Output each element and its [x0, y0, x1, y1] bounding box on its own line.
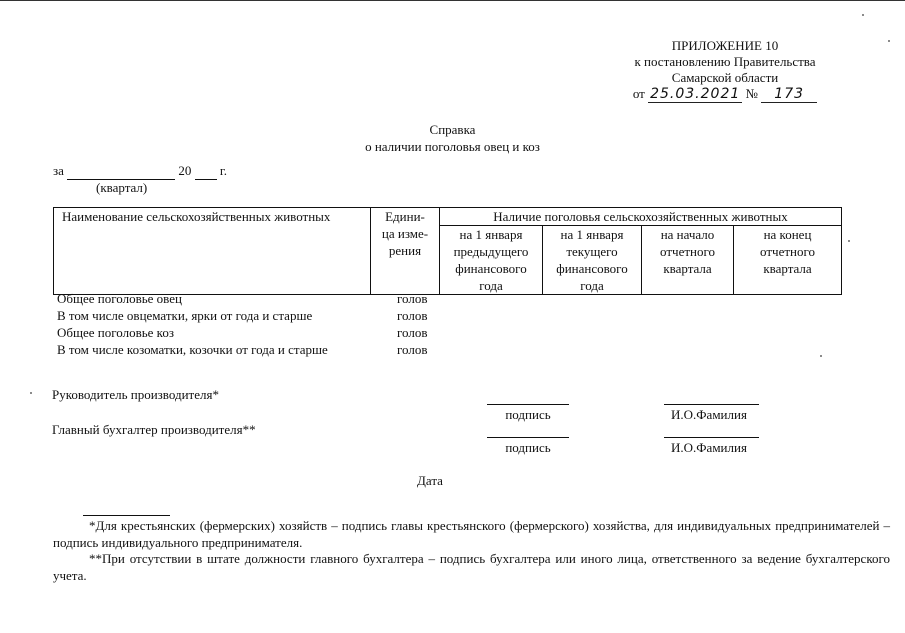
header-unit: Едини- ца изме- рения: [371, 208, 440, 295]
quarter-blank: [67, 163, 175, 180]
header-quarter-end: на конец отчетного квартала: [734, 226, 842, 295]
period-suffix: г.: [219, 163, 228, 178]
row-unit: голов: [397, 342, 428, 357]
row-unit: голов: [397, 291, 428, 306]
appendix-line-2: Самарской области: [671, 70, 779, 85]
header-prev-year: на 1 января предыдущего финансового года: [440, 226, 543, 295]
row-name: Общее поголовье коз: [57, 325, 174, 340]
table-row: [57, 290, 477, 307]
row-unit: голов: [397, 325, 428, 340]
table-row: [57, 307, 477, 324]
accountant-label: Главный бухгалтер производителя**: [52, 422, 256, 437]
date-label: Дата: [417, 473, 443, 488]
document-title: Справка: [429, 122, 476, 137]
number-prefix: №: [745, 86, 758, 101]
livestock-table: [53, 207, 842, 295]
table-row: [57, 341, 477, 358]
footnote-separator: [83, 515, 170, 516]
table-row: [57, 324, 477, 341]
scan-top-edge: [0, 0, 905, 1]
period-year: 20: [178, 163, 192, 178]
accountant-name-line: [664, 437, 759, 438]
scan-speck: [848, 240, 850, 242]
appendix-block: [600, 38, 850, 103]
appendix-title: ПРИЛОЖЕНИЕ 10: [671, 38, 779, 53]
scan-speck: [30, 392, 32, 394]
row-name: Общее поголовье овец: [57, 291, 182, 306]
scan-speck: [862, 14, 864, 16]
header-quarter-start: на начало отчетного квартала: [642, 226, 734, 295]
scan-speck: [888, 40, 890, 42]
header-current-year: на 1 января текущего финансового года: [543, 226, 642, 295]
year-blank: [195, 163, 217, 180]
head-label: Руководитель производителя*: [52, 387, 219, 402]
row-name: В том числе овцематки, ярки от года и старше: [57, 308, 313, 323]
handwritten-number: 173: [761, 86, 817, 103]
accountant-signature-line: [487, 437, 569, 438]
period-prefix: за: [53, 163, 64, 178]
header-name: Наименование сельскохозяйственных животных: [54, 208, 371, 295]
date-prefix: от: [632, 86, 645, 101]
footnote-2: **При отсутствии в штате должности главного бухгалтера – подпись бухгалтера или иного лица, ответственного за ведение бухгалтерского учета.: [53, 551, 890, 583]
head-name-caption: И.О.Фамилия: [671, 407, 747, 422]
scan-speck: [820, 355, 822, 357]
period-caption: (квартал): [96, 180, 148, 195]
head-signature-line: [487, 404, 569, 405]
footnote-1: *Для крестьянских (фермерских) хозяйств – подпись главы крестьянского (фермерского) хозяйства, для индивидуальных предпринимателей – подпись индивидуального предпринимателя.: [53, 518, 890, 550]
header-group: Наличие поголовья сельскохозяйственных животных: [440, 208, 842, 226]
accountant-name-caption: И.О.Фамилия: [671, 440, 747, 455]
head-name-line: [664, 404, 759, 405]
row-unit: голов: [397, 308, 428, 323]
appendix-line-1: к постановлению Правительства: [634, 54, 816, 69]
handwritten-date: 25.03.2021: [650, 86, 741, 102]
footnotes: [53, 518, 890, 584]
document-subtitle: о наличии поголовья овец и коз: [365, 139, 540, 154]
table-body: [57, 290, 477, 358]
period-line: [53, 163, 227, 180]
accountant-signature-caption: подпись: [505, 440, 551, 455]
head-signature-caption: подпись: [505, 407, 551, 422]
appendix-date-line: [600, 86, 850, 103]
row-name: В том числе козоматки, козочки от года и старше: [57, 342, 328, 357]
